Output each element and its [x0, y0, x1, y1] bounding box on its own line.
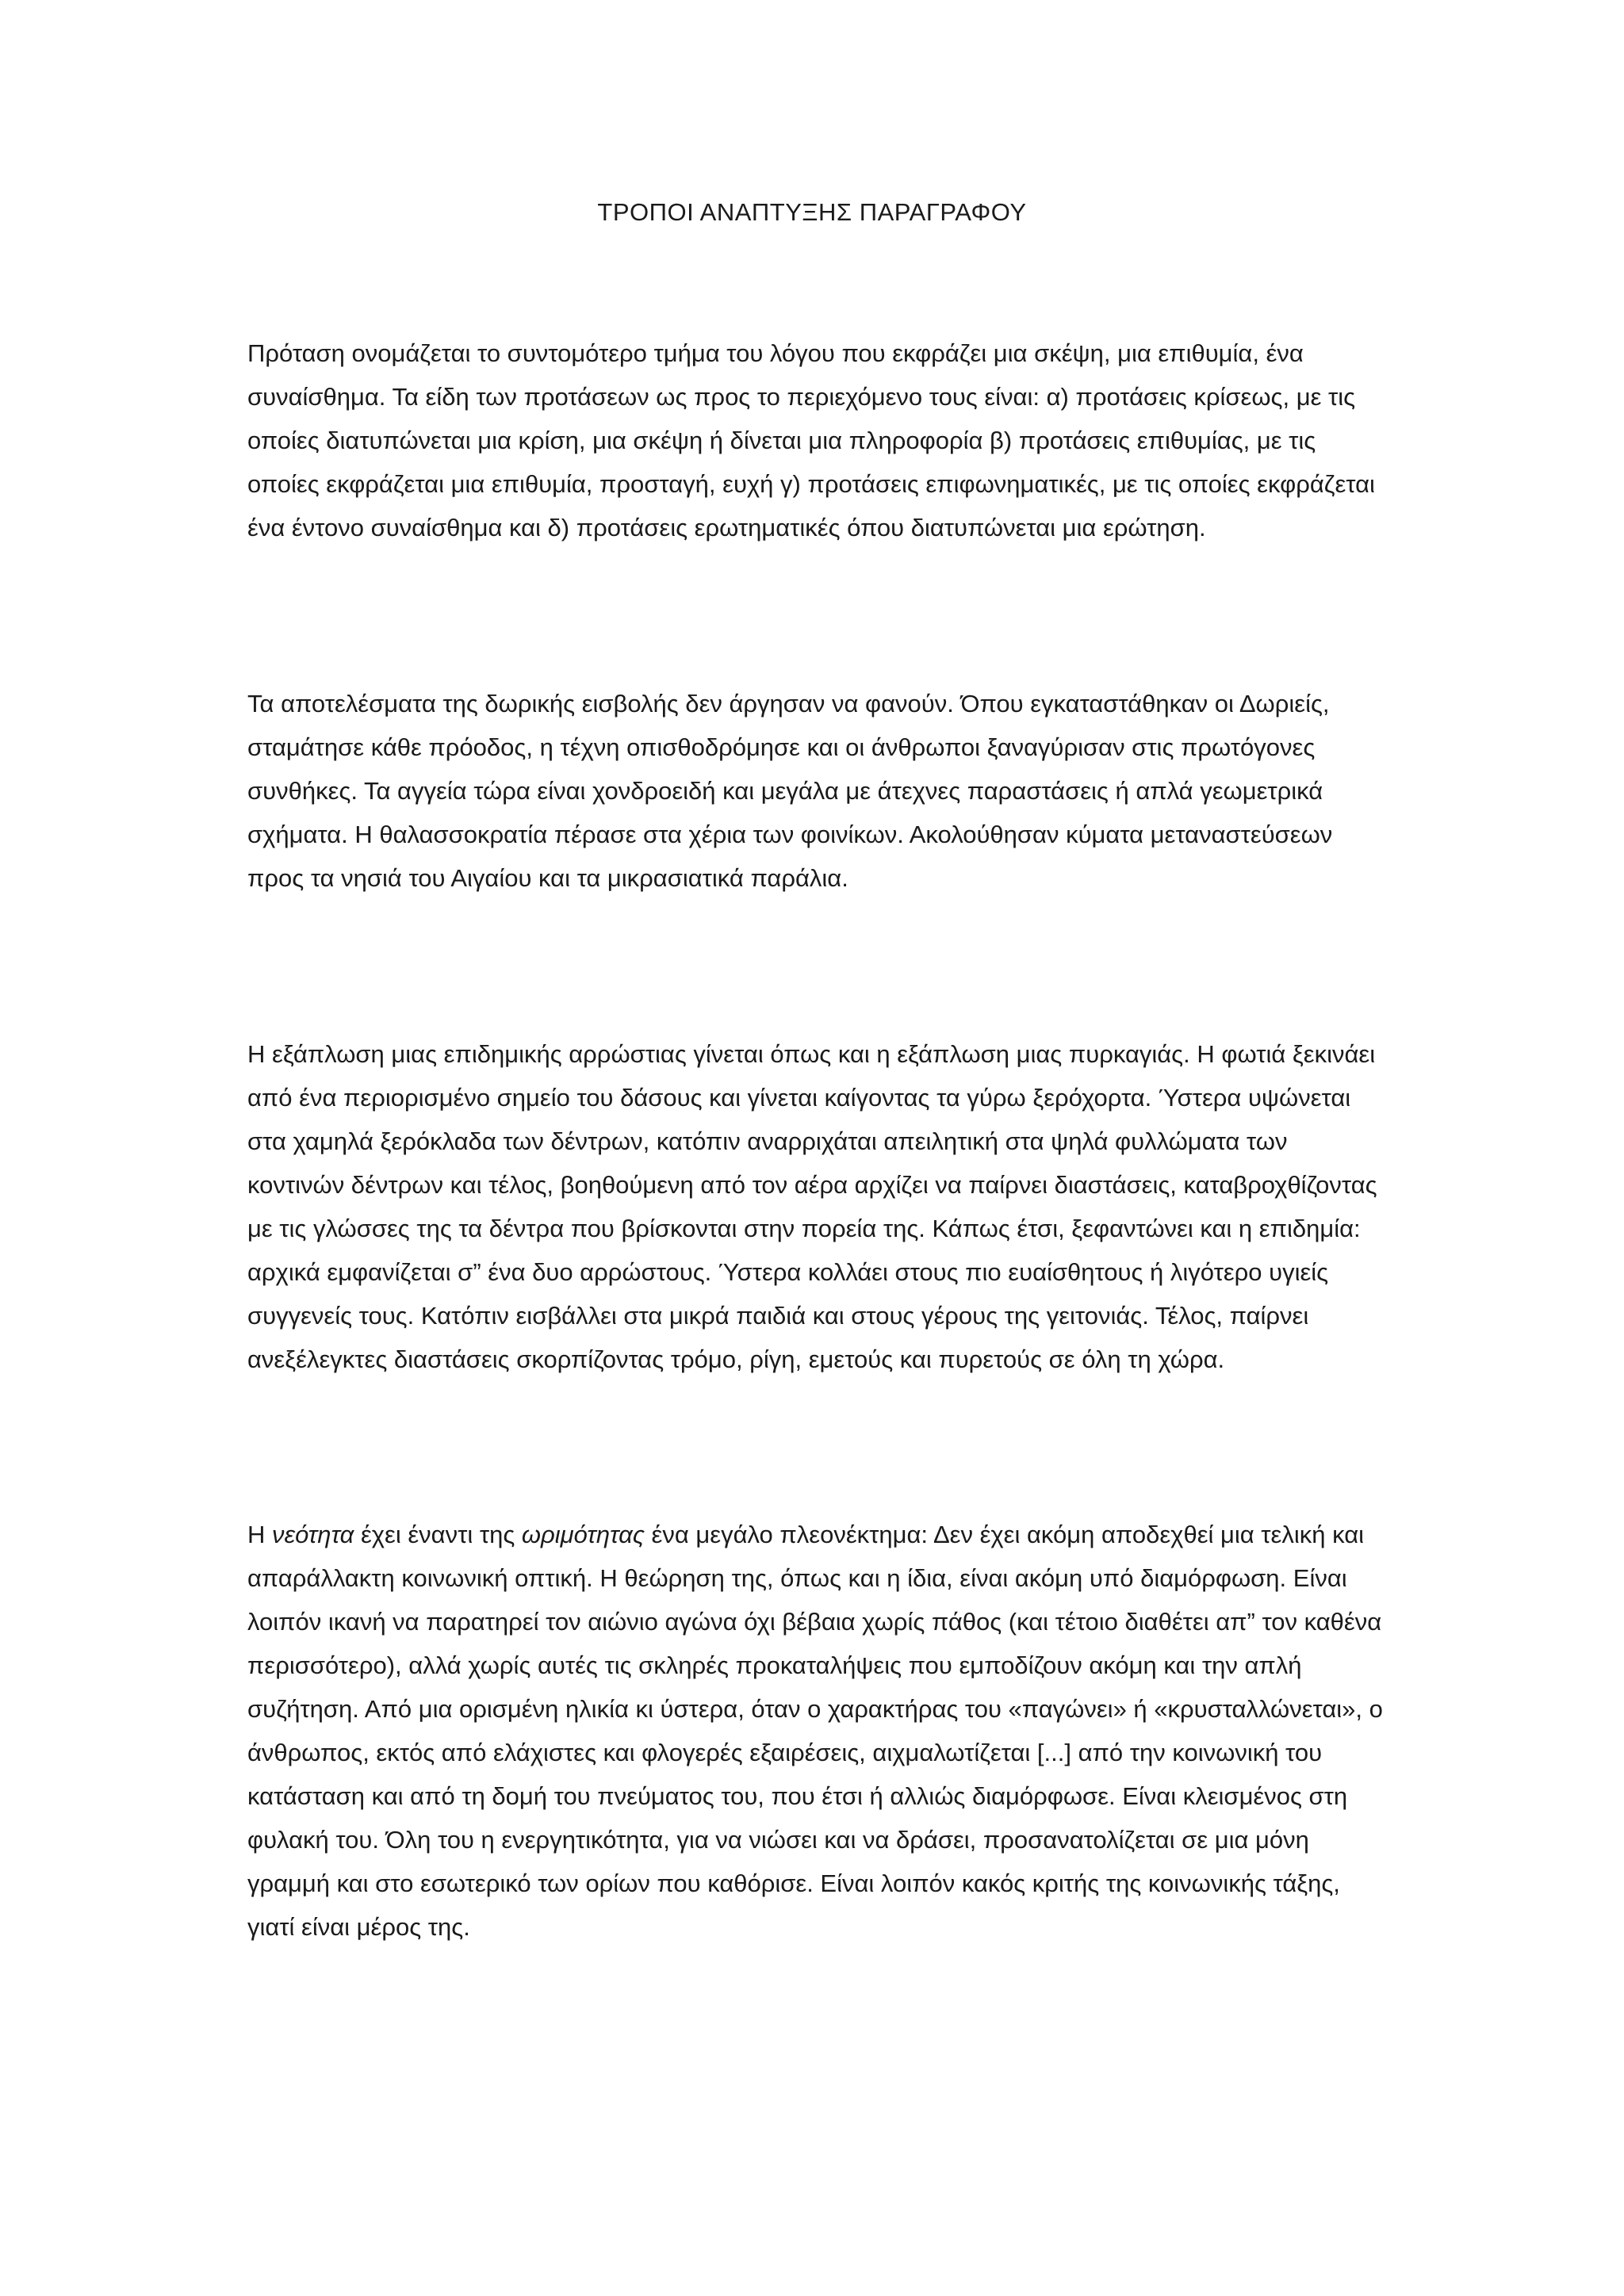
youth-emphasis-term: νεότητα [272, 1521, 354, 1548]
youth-lead-text: Η [247, 1521, 272, 1548]
paragraph-youth-maturity [247, 1513, 1389, 1949]
paragraph-epidemic-spread: Η εξάπλωση μιας επιδημικής αρρώστιας γίνεται όπως και η εξάπλωση μιας πυρκαγιάς. Η φωτιά ξεκινάει από ένα περιορισμένο σημείο του δάσους και γίνεται καίγοντας τα γύρω ξερόχορτα. Ύστερα υψώνεται στα χαμηλά ξερόκλαδα των δέντρων, κατόπιν αναρριχάται απειλητική στα ψηλά φυλλώματα των κοντινών δέντρων και τέλος, βοηθούμενη από τον αέρα αρχίζει να παίρνει διαστάσεις, καταβροχθίζοντας με τις γλώσσες της τα δέντρα που βρίσκονται στην πορεία της. Κάπως έτσι, ξεφαντώνει και η επιδημία: αρχικά εμφανίζεται σ” ένα δυο αρρώστους. Ύστερα κολλάει στους πιο ευαίσθητους ή λιγότερο υγιείς συγγενείς τους. Κατόπιν εισβάλλει στα μικρά παιδιά και στους γέρους της γειτονιάς. Τέλος, παίρνει ανεξέλεγκτες διαστάσεις σκορπίζοντας τρόμο, ρίγη, εμετούς και πυρετούς σε όλη τη χώρα. [247, 1040, 1377, 1373]
maturity-emphasis-term: ωριμότητας [521, 1521, 645, 1548]
youth-body-text: ένα μεγάλο πλεονέκτημα: Δεν έχει ακόμη αποδεχθεί μια τελική και απαράλλακτη κοινωνική οπτική. Η θεώρηση της, όπως και η ίδια, είναι ακόμη υπό διαμόρφωση. Είναι λοιπόν ικανή να παρατηρεί τον αιώνιο αγώνα όχι βέβαια χωρίς πάθος (και τέτοιο διαθέτει απ” τον καθένα περισσότερο), αλλά χωρίς αυτές τις σκληρές προκαταλήψεις που εμποδίζουν ακόμη και την απλή συζήτηση. Από μια ορισμένη ηλικία κι ύστερα, όταν ο χαρακτήρας του «παγώνει» ή «κρυσταλλώνεται», ο άνθρωπος, εκτός από ελάχιστες και φλογερές εξαιρέσεις, αιχμαλωτίζεται [...] από την κοινωνική του κατάσταση και από τη δομή του πνεύματος του, που έτσι ή αλλιώς διαμόρφωσε. Είναι κλεισμένος στη φυλακή του. Όλη του η ενεργητικότητα, για να νιώσει και να δράσει, προσανατολίζεται σε μια μόνη γραμμή και στο εσωτερικό των ορίων που καθόρισε. Είναι λοιπόν κακός κριτής της κοινωνικής τάξης, γιατί είναι μέρος της. [247, 1521, 1383, 1941]
paragraph-dorian-invasion: Τα αποτελέσματα της δωρικής εισβολής δεν άργησαν να φανούν. Όπου εγκαταστάθηκαν οι Δωριείς, σταμάτησε κάθε πρόοδος, η τέχνη οπισθοδρόμησε και οι άνθρωποι ξαναγύρισαν στις πρωτόγονες συνθήκες. Τα αγγεία τώρα είναι χονδροειδή και μεγάλα με άτεχνες παραστάσεις ή απλά γεωμετρικά σχήματα. Η θαλασσοκρατία πέρασε στα χέρια των φοινίκων. Ακολούθησαν κύματα μεταναστεύσεων προς τα νησιά του Αιγαίου και τα μικρασιατικά παράλια. [247, 690, 1333, 892]
document-title: ΤΡΟΠΟΙ ΑΝΑΠΤΥΞΗΣ ΠΑΡΑΓΡΑΦΟΥ [597, 198, 1027, 226]
youth-middle-text: έχει έναντι της [354, 1521, 522, 1548]
paragraph-sentence-types: Πρόταση ονομάζεται το συντομότερο τμήμα του λόγου που εκφράζει μια σκέψη, μια επιθυμία, ένα συναίσθημα. Τα είδη των προτάσεων ως προς το περιεχόμενο τους είναι: α) προτάσεις κρίσεως, με τις οποίες διατυπώνεται μια κρίση, μια σκέψη ή δίνεται μια πληροφορία β) προτάσεις επιθυμίας, με τις οποίες εκφράζεται μια επιθυμία, προσταγή, ευχή γ) προτάσεις επιφωνηματικές, με τις οποίες εκφράζεται ένα έντονο συναίσθημα και δ) προτάσεις ερωτηματικές όπου διατυπώνεται μια ερώτηση. [247, 339, 1375, 541]
